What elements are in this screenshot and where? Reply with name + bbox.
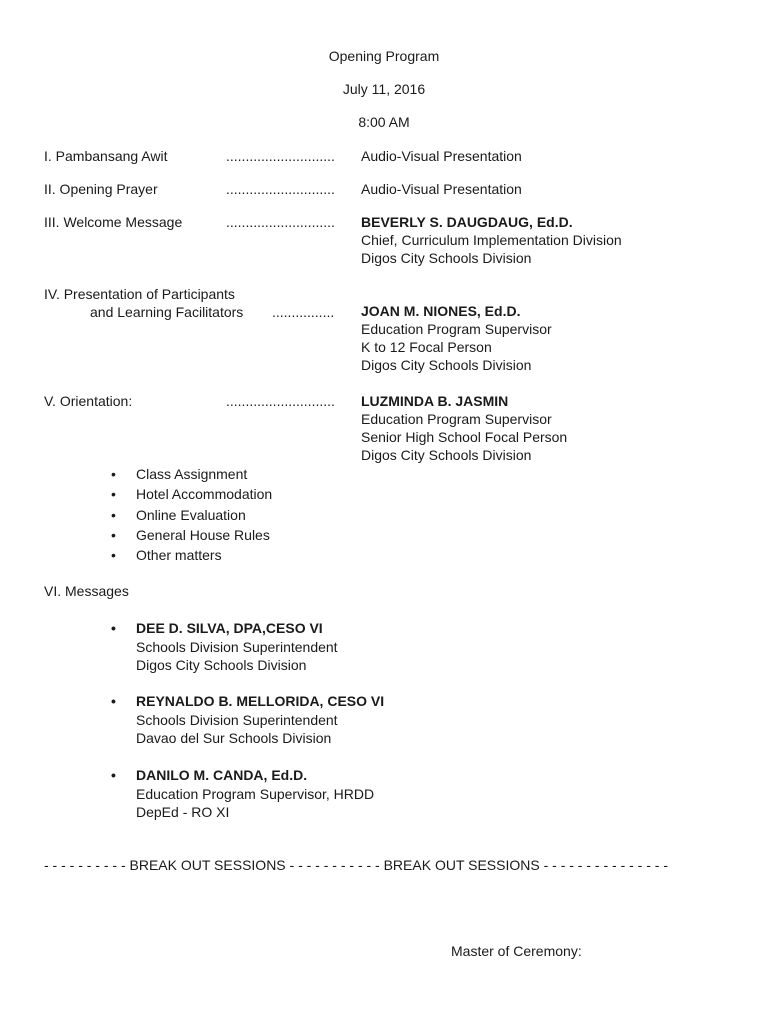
speaker-office: Digos City Schools Division — [361, 357, 532, 373]
speaker-name: LUZMINDA B. JASMIN — [361, 393, 509, 409]
bullet-icon: • — [111, 466, 116, 482]
message-speaker — [111, 619, 338, 675]
speaker-office: Davao del Sur Schools Division — [136, 730, 332, 746]
speaker-position: Chief, Curriculum Implementation Division — [361, 232, 622, 248]
bullet-icon: • — [111, 486, 116, 503]
item-label-pambansang-awit: I. Pambansang Awit — [44, 148, 168, 164]
list-item: • Online Evaluation — [111, 505, 272, 525]
speaker-office: Digos City Schools Division — [361, 250, 532, 266]
item-leader-dots: ................ — [272, 304, 335, 320]
bullet-icon: • — [111, 547, 116, 564]
item-label-welcome-message: III. Welcome Message — [44, 214, 183, 230]
item-label-orientation: V. Orientation: — [44, 393, 133, 409]
speaker-position: Education Program Supervisor — [361, 321, 552, 337]
item-detail: Audio-Visual Presentation — [361, 181, 522, 197]
messages-heading: VI. Messages — [44, 583, 129, 599]
speaker-office: DepEd - RO XI — [136, 804, 230, 820]
speaker-office: Digos City Schools Division — [361, 447, 532, 463]
speaker-position: Education Program Supervisor — [361, 411, 552, 427]
item-label-presentation-cont: and Learning Facilitators — [90, 304, 244, 320]
list-item: • Class Assignment — [111, 464, 272, 484]
program-title: Opening Program — [328, 48, 440, 64]
item-leader-dots: ............................ — [226, 148, 335, 164]
orientation-topics-list — [111, 464, 272, 565]
item-leader-dots: ............................ — [226, 214, 335, 230]
list-item: • General House Rules — [111, 525, 272, 545]
speaker-name: DANILO M. CANDA, Ed.D. — [136, 767, 308, 783]
speaker-name: DEE D. SILVA, DPA,CESO VI — [136, 620, 323, 636]
bullet-icon: • — [111, 767, 116, 783]
bullet-icon: • — [111, 506, 116, 523]
item-speaker-block — [361, 392, 567, 464]
speaker-position: Schools Division Superintendent — [136, 711, 338, 728]
list-item: • Hotel Accommodation — [111, 484, 272, 504]
speaker-name: JOAN M. NIONES, Ed.D. — [361, 303, 521, 319]
item-speaker-block — [361, 302, 552, 374]
speaker-name: REYNALDO B. MELLORIDA, CESO VI — [136, 693, 385, 709]
item-label-presentation: IV. Presentation of Participants — [44, 286, 235, 302]
bullet-icon: • — [111, 693, 116, 709]
message-speaker — [111, 692, 384, 748]
message-speaker — [111, 766, 374, 822]
program-date: July 11, 2016 — [342, 81, 426, 97]
item-detail: Audio-Visual Presentation — [361, 148, 522, 164]
speaker-position: Schools Division Superintendent — [136, 638, 338, 655]
breakout-sessions-divider: - - - - - - - - - - BREAK OUT SESSIONS - - - - - - - - - - - BREAK OUT SESSIONS - - - - - - - - - - - - - - - — [44, 857, 668, 873]
speaker-role: K to 12 Focal Person — [361, 339, 492, 355]
speaker-name: BEVERLY S. DAUGDAUG, Ed.D. — [361, 214, 573, 230]
item-leader-dots: ............................ — [226, 393, 335, 409]
program-time: 8:00 AM — [358, 114, 410, 130]
bullet-icon: • — [111, 620, 116, 636]
list-item: • Other matters — [111, 545, 272, 565]
speaker-position: Education Program Supervisor, HRDD — [136, 785, 375, 802]
item-speaker-block — [361, 213, 622, 267]
speaker-role: Senior High School Focal Person — [361, 429, 568, 445]
bullet-icon: • — [111, 526, 116, 543]
master-of-ceremony-label: Master of Ceremony: — [451, 943, 582, 959]
speaker-office: Digos City Schools Division — [136, 657, 307, 673]
item-leader-dots: ............................ — [226, 181, 335, 197]
item-label-opening-prayer: II. Opening Prayer — [44, 181, 158, 197]
